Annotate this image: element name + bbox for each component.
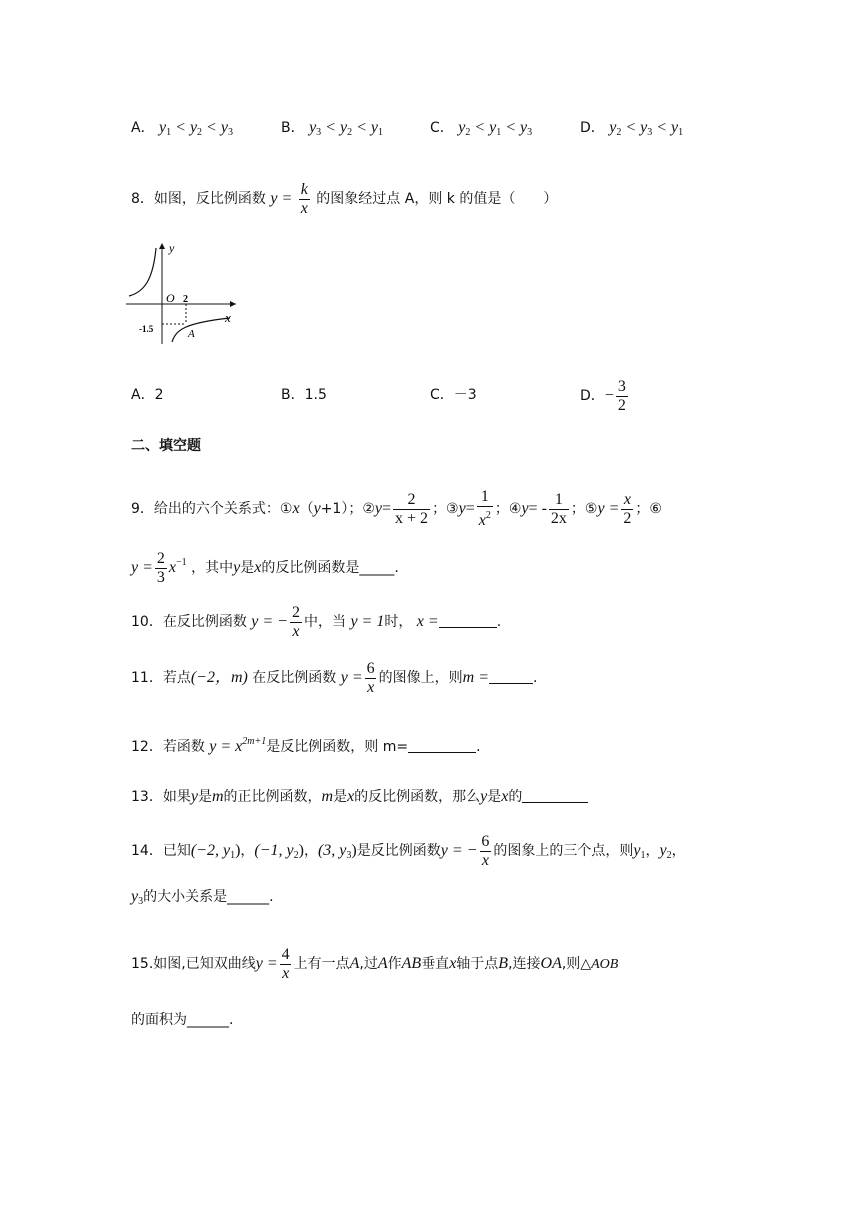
fraction-3-over-2: $\frac{3}{2}$ xyxy=(617,377,626,414)
q8-option-a[interactable]: A．2 xyxy=(131,387,164,403)
x-axis-arrow xyxy=(230,301,236,307)
question-14-line-2: $y_3$的大小关系是______. xyxy=(131,888,274,907)
question-15-line-2: 的面积为______. xyxy=(131,1012,234,1028)
answer-blank[interactable] xyxy=(489,669,533,684)
fraction-1-over-2x: $\frac{1}{2x}$ xyxy=(550,490,567,527)
fraction-6-over-x: $\frac{6}{x}$ xyxy=(366,659,375,696)
q7-option-c[interactable]: C． $y_2 < y_1 < y_3$ xyxy=(430,119,533,138)
question-9-line-1: 9．给出的六个关系式：①x（y+1）；②y= $\frac{2}{x + 2}$ ；③y= $\frac{1}{x^2}$ ；④y= - $\frac{1}{2x}$ ；⑤y = $\frac{x}{2}$ ；⑥ xyxy=(131,488,662,529)
q7-option-a[interactable]: A． $y_1 < y_2 < y_3$ xyxy=(131,119,233,138)
graph-origin-label: O xyxy=(166,291,175,305)
graph-tick-2: 2 xyxy=(183,294,188,305)
fraction-6-over-x: $\frac{6}{x}$ xyxy=(481,832,490,869)
q8-option-d[interactable]: D．− $\frac{3}{2}$ xyxy=(580,377,626,414)
answer-blank[interactable] xyxy=(408,738,476,753)
q8-option-b[interactable]: B．1.5 xyxy=(281,387,327,403)
fraction-4-over-x: $\frac{4}{x}$ xyxy=(281,945,290,982)
fraction-2-over-3: $\frac{2}{3}$ xyxy=(156,549,165,586)
question-13: 13．如果y是m的正比例函数，m是x的反比例函数，那么y是x的 xyxy=(131,787,588,807)
y-axis-arrow xyxy=(159,243,165,249)
fraction-2-over-x-plus-2: $\frac{2}{x + 2}$ xyxy=(395,490,429,527)
graph-x-label: x xyxy=(225,310,231,325)
fraction-k-over-x: $\frac{k}{x}$ xyxy=(300,180,308,217)
question-8: 8．如图，反比例函数 y = $\frac{k}{x}$ 的图象经过点 A，则 k 的值是（ ） xyxy=(131,180,558,217)
fraction-2-over-x: $\frac{2}{x}$ xyxy=(291,603,300,640)
question-9-line-2: y = $\frac{2}{3}$ $x^{-1}$ ，其中y是x的反比例函数是_____. xyxy=(131,549,399,586)
fraction-x-over-2: $\frac{x}{2}$ xyxy=(623,490,632,527)
graph-y-label: y xyxy=(169,241,175,255)
question-11: 11．若点(−2，m) 在反比例函数 y = $\frac{6}{x}$ 的图像上，则m = . xyxy=(131,659,538,696)
fraction-1-over-x-squared: $\frac{1}{x^2}$ xyxy=(478,488,491,529)
question-14-line-1: 14．已知(−2, $y_1$)，(−1, $y_2$)，(3, $y_3$)是反比例函数y = − $\frac{6}{x}$ 的图象上的三个点，则$y_1$，$y_2$， xyxy=(131,832,686,869)
q7-option-d[interactable]: D． $y_2 < y_3 < y_1$ xyxy=(580,119,684,138)
point-2: (−1, $y_2$) xyxy=(254,842,304,861)
q7-option-b[interactable]: B． $y_3 < y_2 < y_1$ xyxy=(281,119,383,138)
question-12: 12．若函数 $y = x^{2m+1}$是反比例函数，则 m= . xyxy=(131,736,481,755)
graph-tick-neg1-5: -1.5 xyxy=(139,324,154,334)
answer-blank[interactable] xyxy=(522,788,588,803)
hyperbola-branch-right xyxy=(172,318,230,342)
q8-hyperbola-graph xyxy=(126,240,238,348)
question-15-line-1: 15.如图,已知双曲线y = $\frac{4}{x}$ 上有一点A,过A作AB垂直x轴于点B,连接OA,则△AOB xyxy=(131,945,619,982)
hyperbola-branch-left xyxy=(129,248,156,296)
answer-blank[interactable] xyxy=(439,613,497,628)
question-10: 10．在反比例函数 y = − $\frac{2}{x}$ 中，当 y = 1时， x = . xyxy=(131,603,502,640)
section-title-fill-in: 二、填空题 xyxy=(131,438,201,454)
q8-option-c[interactable]: C．－3 xyxy=(430,387,477,403)
point-1: (−2, $y_1$) xyxy=(190,842,241,861)
graph-point-a: A xyxy=(188,328,195,340)
point-3: (3, $y_3$) xyxy=(317,842,357,861)
